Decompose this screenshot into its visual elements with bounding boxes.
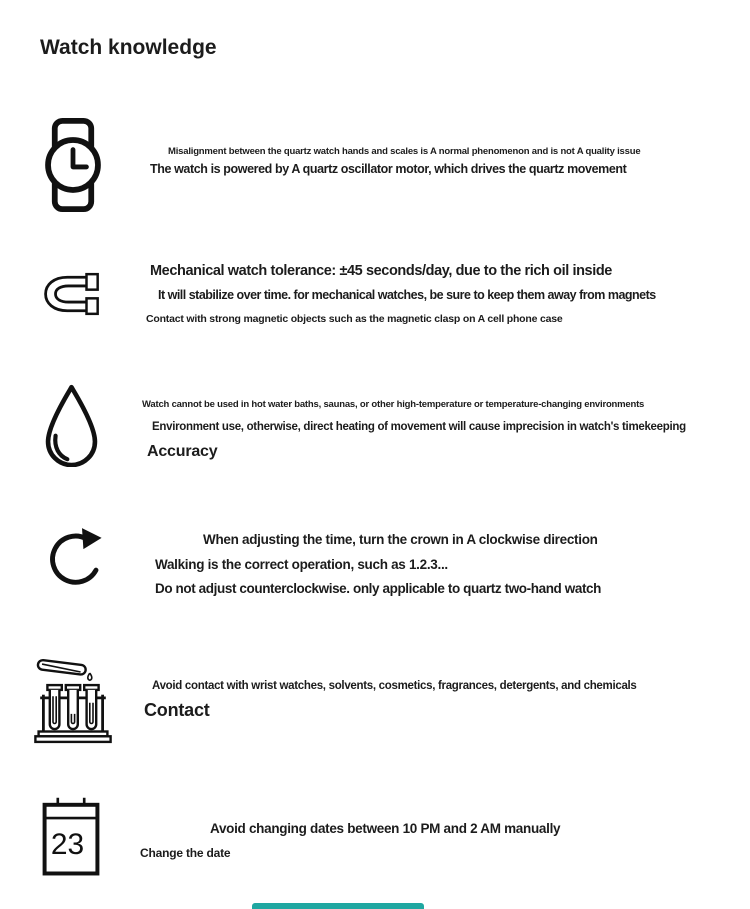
temperature-note-small: Watch cannot be used in hot water baths, saunas, or other high-temperature or temperature-changing environments [142,399,645,410]
crown-note-counterclockwise: Do not adjust counterclockwise. only applicable to quartz two-hand watch [155,581,602,596]
quartz-note-main: The watch is powered by A quartz oscillator motor, which drives the quartz movement [150,162,627,176]
teal-accent-bar [252,903,424,909]
magnet-note-tolerance: Mechanical watch tolerance: ±45 seconds/day, due to the rich oil inside [150,263,612,279]
date-note-avoid: Avoid changing dates between 10 PM and 2 AM manually [210,821,561,836]
magnet-note-stabilize: It will stabilize over time. for mechanical watches, be sure to keep them away from magnets [158,288,656,302]
crown-note-walking: Walking is the correct operation, such as 1.2.3... [155,557,448,572]
accuracy-heading: Accuracy [147,443,218,460]
calendar-date-text: 23 [50,828,85,862]
temperature-note-main: Environment use, otherwise, direct heating of movement will cause imprecision in watch's timekeeping [152,421,686,433]
contact-heading: Contact [144,700,210,720]
water-drop-icon [38,381,105,467]
crown-note-clockwise: When adjusting the time, turn the crown in A clockwise direction [203,532,598,547]
chemicals-note: Avoid contact with wrist watches, solvents, cosmetics, fragrances, detergents, and chemicals [152,680,637,692]
magnet-note-contact: Contact with strong magnetic objects such as the magnetic clasp on A cell phone case [146,313,563,325]
wristwatch-icon [44,117,102,213]
clockwise-arrow-icon [40,521,110,594]
date-note-change: Change the date [140,846,231,860]
magnet-icon [40,266,102,322]
quartz-note-small: Misalignment between the quartz watch hands and scales is A normal phenomenon and is not A quality issue [168,146,641,157]
test-tubes-icon [33,645,113,746]
calendar-icon [40,796,102,877]
page-title: Watch knowledge [40,36,217,59]
